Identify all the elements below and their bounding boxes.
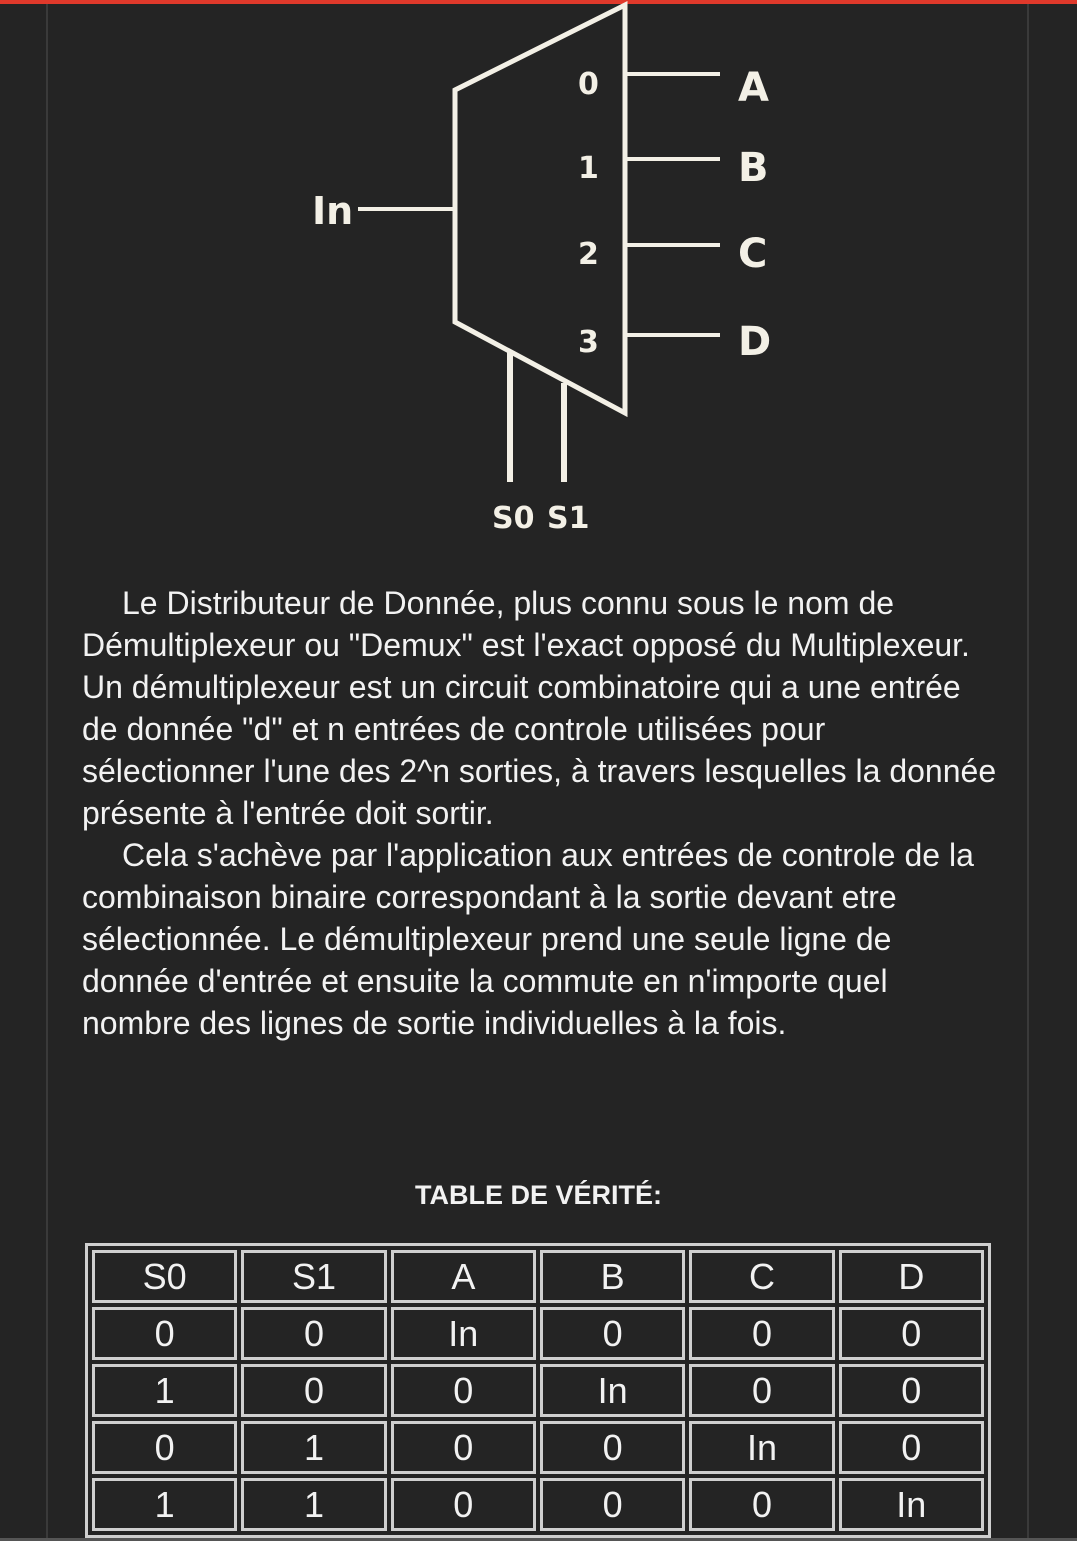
demux-diagram (0, 0, 1077, 560)
table-cell: 0 (839, 1421, 984, 1474)
output-index-2: 2 (578, 237, 599, 272)
table-row (92, 1364, 984, 1417)
header-cell-s0: S0 (92, 1250, 237, 1303)
description-paragraph-2: Cela s'achève par l'application aux entrées de controle de la combinaison binaire correspondant à la sortie devant etre sélectionnée. Le démultiplexeur prend une seule ligne de donnée d'entrée et ensuite la commute en n'importe quel nombre des lignes de sortie individuelles à la fois. (82, 837, 974, 1041)
table-cell: 1 (241, 1478, 386, 1531)
table-cell: 0 (839, 1364, 984, 1417)
select-label-s0: S0 (492, 501, 535, 536)
header-cell-b: B (540, 1250, 685, 1303)
table-cell: 0 (241, 1307, 386, 1360)
output-index-1: 1 (578, 151, 599, 186)
description-text (82, 582, 1002, 1044)
table-cell: In (540, 1364, 685, 1417)
truth-table (85, 1243, 991, 1538)
table-cell: In (391, 1307, 536, 1360)
table-cell: 0 (540, 1307, 685, 1360)
table-cell: 0 (92, 1307, 237, 1360)
input-label: In (312, 189, 354, 233)
output-label-c: C (738, 231, 768, 277)
table-cell: 0 (689, 1364, 834, 1417)
output-label-a: A (738, 65, 769, 111)
table-cell: 0 (540, 1421, 685, 1474)
table-cell: In (689, 1421, 834, 1474)
table-cell: 0 (689, 1478, 834, 1531)
demux-diagram-svg (0, 0, 1077, 560)
table-cell: 0 (540, 1478, 685, 1531)
header-cell-c: C (689, 1250, 834, 1303)
table-row (92, 1421, 984, 1474)
table-cell: 0 (391, 1364, 536, 1417)
output-label-b: B (738, 145, 769, 191)
table-row (92, 1307, 984, 1360)
table-row (92, 1478, 984, 1531)
output-index-0: 0 (578, 67, 599, 102)
table-cell: 0 (92, 1421, 237, 1474)
header-cell-a: A (391, 1250, 536, 1303)
table-cell: 0 (391, 1478, 536, 1531)
table-cell: 1 (241, 1421, 386, 1474)
demux-body (455, 5, 625, 413)
table-cell: 1 (92, 1478, 237, 1531)
select-label-s1: S1 (547, 501, 590, 536)
table-cell: 0 (839, 1307, 984, 1360)
output-index-3: 3 (578, 325, 599, 360)
table-cell: 0 (689, 1307, 834, 1360)
table-cell: 0 (241, 1364, 386, 1417)
table-cell: In (839, 1478, 984, 1531)
truth-table-title: TABLE DE VÉRITÉ: (414, 1180, 662, 1210)
table-header-row (92, 1250, 984, 1303)
table-cell: 0 (391, 1421, 536, 1474)
table-cell: 1 (92, 1364, 237, 1417)
header-cell-s1: S1 (241, 1250, 386, 1303)
description-paragraph-1: Le Distributeur de Donnée, plus connu sous le nom de Démultiplexeur ou "Demux" est l'exact opposé du Multiplexeur. Un démultiplexeur est un circuit combinatoire qui a une entrée de donnée "d" et n entrées de controle utilisées pour sélectionner l'une des 2^n sorties, à travers lesquelles la donnée présente à l'entrée doit sortir. (82, 585, 997, 831)
output-label-d: D (738, 319, 772, 365)
header-cell-d: D (839, 1250, 984, 1303)
